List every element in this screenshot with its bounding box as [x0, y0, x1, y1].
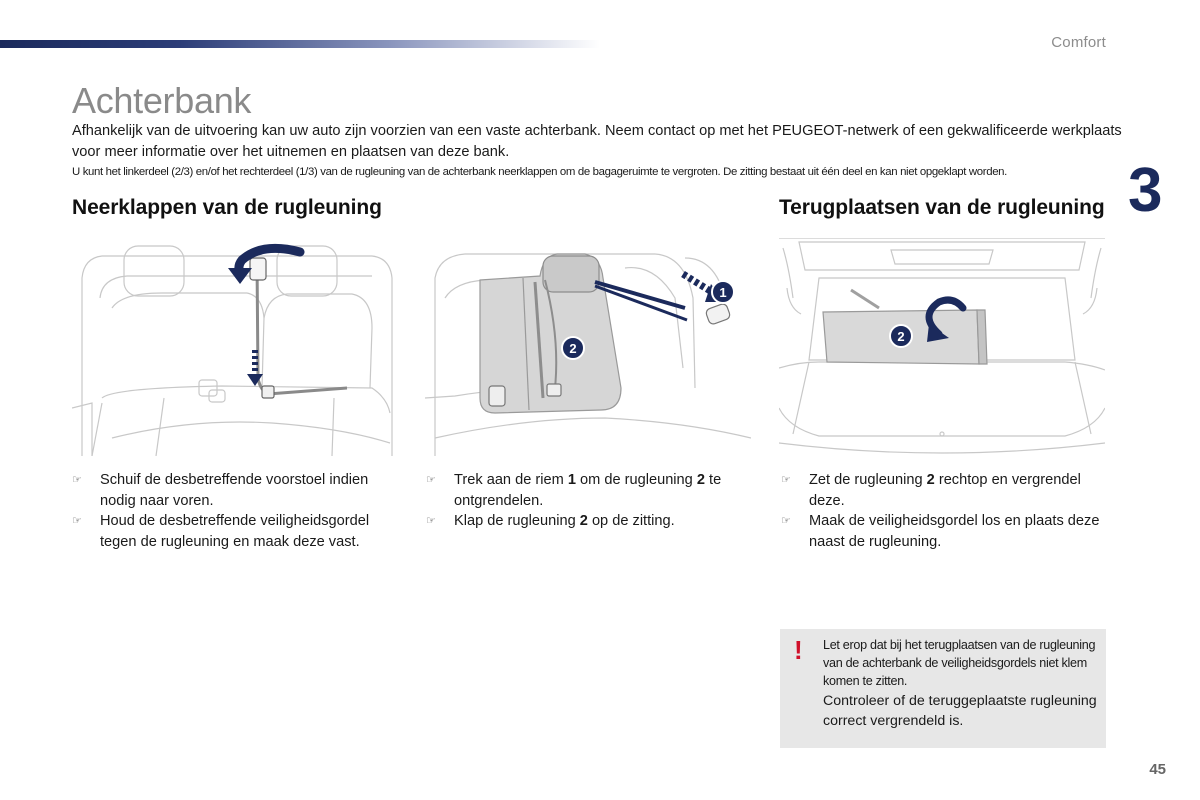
instructions-release — [426, 470, 756, 532]
label-backrest-2: 2 — [897, 329, 905, 344]
label-backrest-2: 2 — [569, 341, 577, 356]
list-item: ☞ Zet de rugleuning 2 rechtop en vergrendel deze. — [781, 472, 1081, 509]
warning-icon: ! — [794, 635, 803, 665]
warning-text: Let erop dat bij het terugplaatsen van de rugleuning van de achterbank de veiligheidsgordels niet klem komen te zitten. — [823, 638, 1096, 688]
warning-check-text: Controleer of de teruggeplaatste rugleuning correct vergrendeld is. — [823, 693, 1097, 729]
illustration-raise-backrest — [779, 238, 1105, 456]
chapter-number: 3 — [1128, 156, 1163, 225]
heading-fold-backrest: Neerklappen van de rugleuning — [72, 196, 382, 219]
page-title: Achterbank — [72, 80, 252, 121]
pointing-hand-icon: ☞ — [781, 515, 791, 527]
intro-paragraph: Afhankelijk van de uitvoering kan uw auto zijn voorzien van een vaste achterbank. Neem contact op met het PEUGEOT-netwerk of een gekwalificeerde werkplaats voor meer informatie over het uitnemen en plaatsen van deze bank. — [72, 123, 1122, 160]
intro-note: U kunt het linkerdeel (2/3) en/of het rechterdeel (1/3) van de rugleuning van de achterbank neerklappen om de bagageruimte te vergroten. De zitting bestaat uit één deel en kan niet opgeklapt worden. — [72, 166, 1007, 178]
instructions-fold — [72, 470, 397, 552]
section-label: Comfort — [1051, 34, 1106, 51]
header-gradient-bar — [0, 40, 600, 48]
pointing-hand-icon: ☞ — [72, 515, 82, 527]
illustration-hold-seatbelt — [72, 238, 397, 456]
heading-restore-backrest: Terugplaatsen van de rugleuning — [779, 196, 1105, 219]
pointing-hand-icon: ☞ — [426, 474, 436, 486]
list-item: ☞ Maak de veiligheidsgordel los en plaats deze naast de rugleuning. — [781, 513, 1100, 550]
illustration-release-backrest — [425, 238, 751, 456]
list-item: ☞ Trek aan de riem 1 om de rugleuning 2 te ontgrendelen. — [426, 472, 722, 509]
pointing-hand-icon: ☞ — [426, 515, 436, 527]
warning-notice — [780, 629, 1106, 748]
pointing-hand-icon: ☞ — [72, 474, 82, 486]
page-number: 45 — [1149, 761, 1166, 778]
list-item: ☞ Klap de rugleuning 2 op de zitting. — [426, 511, 756, 532]
label-strap-1: 1 — [719, 285, 727, 300]
instructions-restore — [781, 470, 1111, 552]
list-item: ☞ Schuif de desbetreffende voorstoel indien nodig naar voren. — [72, 472, 369, 509]
pointing-hand-icon: ☞ — [781, 474, 791, 486]
list-item: ☞ Houd de desbetreffende veiligheidsgordel tegen de rugleuning en maak deze vast. — [72, 513, 370, 550]
